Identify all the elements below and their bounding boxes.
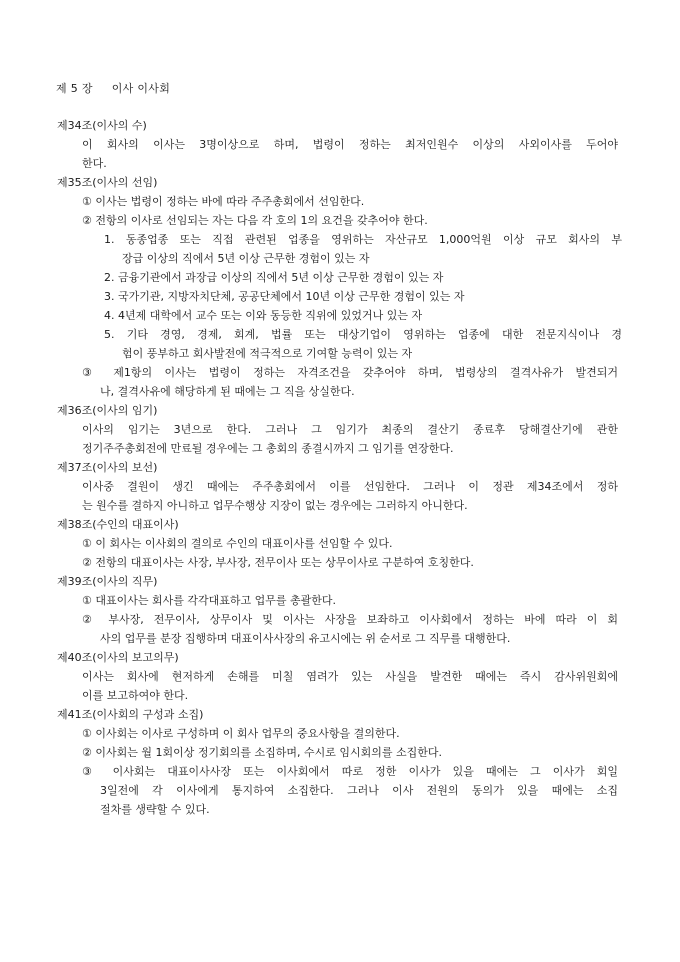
article-41-clause-1: ① 이사회는 이사로 구성하며 이 회사 업무의 중요사항을 결의한다.: [82, 727, 400, 740]
article-35-item-1-cont: 장급 이상의 직에서 5년 이상 근무한 경험이 있는 자: [122, 252, 370, 265]
article-35-item-5: 5. 기타 경영, 경제, 회계, 법률 또는 대상기업이 영위하는 업종에 대한 전문지식이나 경: [104, 328, 622, 341]
article-41-clause-3: ③ 이사회는 대표이사사장 또는 이사회에서 따로 정한 이사가 있을 때에는 그 이사가 회일: [82, 765, 618, 778]
article-35-clause-2: ② 전항의 이사로 선임되는 자는 다음 각 호의 1의 요건을 갖추어야 한다.: [82, 214, 428, 227]
article-39-clause-1: ① 대표이사는 회사를 각각대표하고 업무를 총괄한다.: [82, 594, 336, 607]
article-35-title: 제35조(이사의 선임): [57, 176, 158, 189]
article-39-title: 제39조(이사의 직무): [57, 575, 158, 588]
article-36-text-cont: 정기주주총회전에 만료될 경우에는 그 총회의 종결시까지 그 임기를 연장한다.: [82, 442, 454, 455]
article-40-title: 제40조(이사의 보고의무): [57, 651, 179, 664]
article-37-title: 제37조(이사의 보선): [57, 461, 158, 474]
article-34-text: 이 회사의 이사는 3명이상으로 하며, 법령이 정하는 최저인원수 이상의 사외이사를 두어야: [82, 138, 618, 151]
articles-body: [0, 116, 680, 819]
article-41-clause-3-cont: 3일전에 각 이사에게 통지하여 소집한다. 그러나 이사 전원의 동의가 있을 때에는 소집: [100, 784, 618, 797]
article-41-title: 제41조(이사회의 구성과 소집): [57, 708, 204, 721]
chapter-heading: 제 5 장 이사 이사회: [56, 82, 171, 95]
article-38-clause-2: ② 전항의 대표이사는 사장, 부사장, 전무이사 또는 상무이사로 구분하여 호칭한다.: [82, 556, 474, 569]
article-39-clause-2: ② 부사장, 전무이사, 상무이사 및 이사는 사장을 보좌하고 이사회에서 정하는 바에 따라 이 회: [82, 613, 618, 626]
article-34-title: 제34조(이사의 수): [57, 119, 147, 132]
article-36-title: 제36조(이사의 임기): [57, 404, 158, 417]
article-35-clause-3: ③ 제1항의 이사는 법령이 정하는 자격조건을 갖추어야 하며, 법령상의 결격사유가 발견되거: [82, 366, 618, 379]
article-35-item-2: 2. 금융기관에서 과장급 이상의 직에서 5년 이상 근무한 경험이 있는 자: [104, 271, 444, 284]
article-41-clause-2: ② 이사회는 월 1회이상 정기회의를 소집하며, 수시로 임시회의를 소집한다.: [82, 746, 442, 759]
article-41-clause-3-cont-2: 절차를 생략할 수 있다.: [100, 803, 210, 816]
article-35-clause-3-cont: 나, 결격사유에 해당하게 된 때에는 그 직을 상실한다.: [100, 385, 355, 398]
article-35-item-1: 1. 동종업종 또는 직접 관련된 업종을 영위하는 자산규모 1,000억원 이상 규모 회사의 부: [104, 233, 622, 246]
article-40-text-cont: 이를 보고하여야 한다.: [82, 689, 189, 702]
article-35-item-4: 4. 4년제 대학에서 교수 또는 이와 동등한 직위에 있었거나 있는 자: [104, 309, 423, 322]
article-38-title: 제38조(수인의 대표이사): [57, 518, 179, 531]
article-40-text: 이사는 회사에 현저하게 손해를 미칠 염려가 있는 사실을 발견한 때에는 즉시 감사위원회에: [82, 670, 618, 683]
article-37-text: 이사중 결원이 생긴 때에는 주주총회에서 이를 선임한다. 그러나 이 정관 제34조에서 정하: [82, 480, 618, 493]
article-34-text-cont: 한다.: [82, 157, 107, 170]
article-36-text: 이사의 임기는 3년으로 한다. 그러나 그 임기가 최종의 결산기 종료후 당해결산기에 관한: [82, 423, 618, 436]
article-37-text-cont: 는 원수를 결하지 아니하고 업무수행상 지장이 없는 경우에는 그러하지 아니한다.: [82, 499, 468, 512]
article-38-clause-1: ① 이 회사는 이사회의 결의로 수인의 대표이사를 선임할 수 있다.: [82, 537, 393, 550]
article-35-item-5-cont: 험이 풍부하고 회사발전에 적극적으로 기여할 능력이 있는 자: [122, 347, 413, 360]
article-39-clause-2-cont: 사의 업무를 분장 집행하며 대표이사사장의 유고시에는 위 순서로 그 직무를 대행한다.: [100, 632, 511, 645]
article-35-clause-1: ① 이사는 법령이 정하는 바에 따라 주주총회에서 선임한다.: [82, 195, 365, 208]
article-35-item-3: 3. 국가기관, 지방자치단체, 공공단체에서 10년 이상 근무한 경험이 있는 자: [104, 290, 465, 303]
